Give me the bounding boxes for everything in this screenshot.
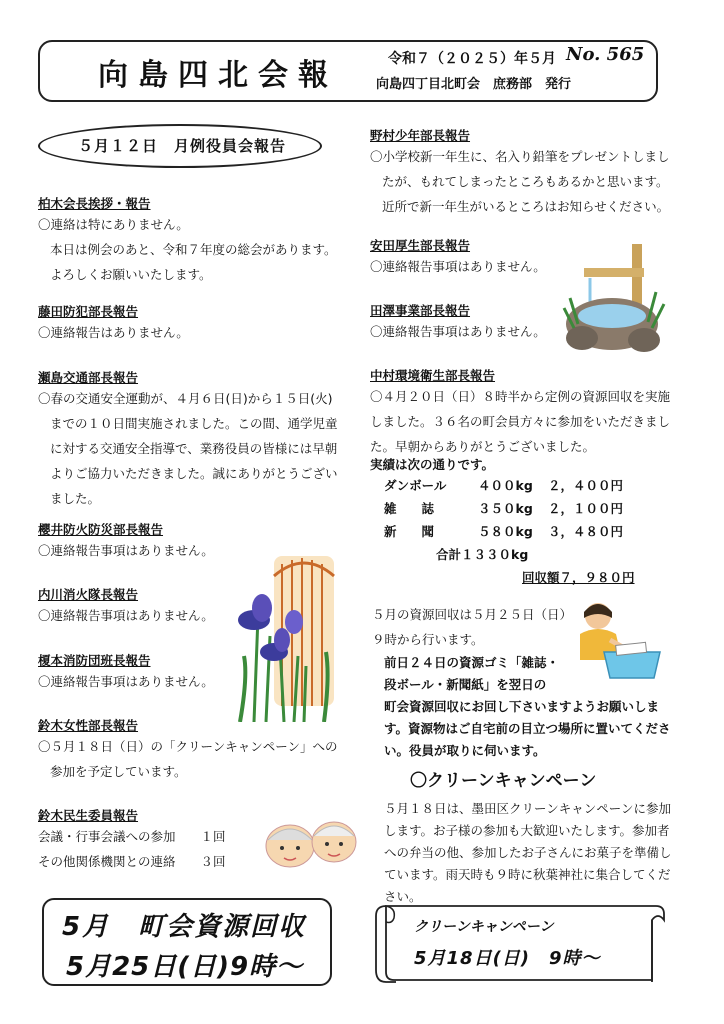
- section-heading: 榎本消防団班長報告: [38, 653, 151, 668]
- results-row-amount: ３，４８０円: [548, 524, 624, 539]
- publisher: 向島四丁目北町会 庶務部 発行: [376, 77, 572, 92]
- resource-notice: [372, 602, 572, 652]
- section-sakurai: [38, 520, 214, 563]
- masthead-title: 向島四北会報: [98, 58, 338, 93]
- cleanup-line: への弁当の他、参加したお子さんにお菓子を準備し: [384, 845, 672, 860]
- publication-date: 令和７（２０２５）年５月: [388, 51, 556, 67]
- notice-line: ９時から行います。: [372, 632, 484, 647]
- section-heading: 安田厚生部長報告: [370, 238, 471, 253]
- section-line: 会議・行事会議への参加 １回: [38, 829, 226, 844]
- section-line: 〇５月１８日（日）の「クリーンキャンペーン」への: [38, 739, 338, 754]
- section-heading: 櫻井防火防災部長報告: [38, 522, 164, 537]
- section-line: 〇４月２０日（日）８時半から定例の資源回収を実施: [370, 389, 671, 404]
- section-line: 〇小学校新一年生に、名入り鉛筆をプレゼントしまし: [370, 149, 670, 164]
- section-heading: 中村環境衛生部長報告: [370, 368, 496, 383]
- section-heading: 野村少年部長報告: [370, 128, 471, 143]
- cleanup-line: ５月１８日は、墨田区クリーンキャンペーンに参加: [384, 801, 672, 816]
- section-heading: 内川消火隊長報告: [38, 587, 139, 602]
- results-row-weight: ５８０kg: [478, 524, 533, 539]
- recovery-amount: 回収額７，９８０円: [522, 570, 635, 585]
- section-heading: 鈴木女性部長報告: [38, 718, 139, 733]
- results-label: 実績は次の通りです。: [370, 457, 495, 472]
- cleanup-text: [384, 798, 672, 908]
- scroll-title: クリーンキャンペーン: [414, 919, 554, 935]
- results-row-item: ダンボール: [384, 478, 447, 493]
- section-line: ました。: [50, 491, 101, 506]
- section-line: たが、もれてしまったところもあるかと思います。: [382, 174, 669, 189]
- section-line: 〇連絡報告事項はありません。: [38, 543, 214, 558]
- elderly-couple-illustration: [262, 818, 360, 870]
- section-line: その他関係機関との連絡 ３回: [38, 854, 226, 869]
- results-row-amount: ２，１００円: [548, 501, 624, 516]
- section-line: 〇連絡報告事項はありません。: [38, 608, 214, 623]
- cleanup-scroll-banner: [372, 900, 668, 986]
- notice-bold-line: 段ボール・新聞紙」を翌日の: [384, 677, 547, 692]
- section-line: 〇連絡報告はありません。: [38, 325, 189, 340]
- section-suzuki-welfare: [38, 806, 226, 874]
- banner-line: 5月 町会資源回収: [62, 912, 307, 942]
- section-line: しました。３６名の町会員方々に参加をいただきまし: [370, 414, 671, 429]
- section-line: 〇連絡は特にありません。: [38, 217, 189, 232]
- cleanup-line: ています。雨天時も９時に秋葉神社に集合してくだ: [384, 867, 671, 882]
- section-line: 近所で新一年生がいるところはお知らせください。: [382, 199, 670, 214]
- notice-bold-line: 町会資源回収にお回し下さいますようお願いしま: [384, 699, 660, 714]
- cleanup-line: さい。: [384, 889, 422, 904]
- section-line: までの１０日間実施されました。この間、通学児童: [50, 416, 338, 431]
- iris-illustration: [234, 556, 342, 722]
- notice-line: ５月の資源回収は５月２５日（日）: [372, 607, 573, 622]
- notice-bold-line: す。資源物はご自宅前の目立つ場所に置いてくださ: [384, 721, 671, 736]
- section-uchikawa: [38, 585, 214, 628]
- section-line: 参加を予定しています。: [50, 764, 187, 779]
- section-tazawa: [370, 301, 546, 344]
- results-total: 合計１３３０kg: [436, 547, 529, 562]
- section-sejima: [38, 368, 338, 511]
- notice-bold-line: い。役員が取りに伺います。: [384, 743, 546, 758]
- section-line: 〇連絡報告事項はありません。: [370, 259, 546, 274]
- scroll-banner: [372, 900, 668, 986]
- section-kashiwagi: [38, 194, 337, 287]
- section-heading: 鈴木民生委員報告: [38, 808, 139, 823]
- section-line: 〇連絡報告事項はありません。: [370, 324, 546, 339]
- section-heading: 田澤事業部長報告: [370, 303, 471, 318]
- banner-line: 5月25日(日)9時～: [66, 952, 304, 982]
- results-row-weight: ４００kg: [478, 478, 533, 493]
- section-enomoto: [38, 651, 214, 694]
- section-heading: 瀬島交通部長報告: [38, 370, 139, 385]
- section-line: た。早朝からありがとうございました。: [370, 439, 596, 454]
- results-row-weight: ３５０kg: [478, 501, 533, 516]
- cleanup-heading: 〇クリーンキャンペーン: [410, 771, 597, 791]
- section-nakamura: [370, 366, 670, 459]
- recycling-person-illustration: [570, 600, 664, 680]
- section-line: よりご協力いただきました。誠にありがとうござい: [50, 466, 338, 481]
- results-row-item: 新 聞: [384, 524, 435, 539]
- issue-number: No. 565: [566, 44, 645, 65]
- section-nomura: [370, 126, 670, 219]
- meeting-title: ５月１２日 月例役員会報告: [78, 137, 287, 155]
- section-line: 〇春の交通安全運動が、４月６日(日)から１５日(火): [38, 391, 333, 406]
- section-heading: 藤田防犯部長報告: [38, 304, 139, 319]
- water-basin-illustration: [560, 238, 666, 356]
- section-fujita: [38, 302, 189, 345]
- scroll-date: 5月18日(日) 9時～: [414, 948, 601, 969]
- results-row-amount: ２，４００円: [548, 478, 624, 493]
- section-suzuki-women: [38, 716, 338, 784]
- section-line: 〇連絡報告事項はありません。: [38, 674, 214, 689]
- resource-collection-banner: [42, 898, 332, 986]
- section-yasuda: [370, 236, 546, 279]
- notice-bold-line: 前日２４日の資源ゴミ「雑誌・: [384, 655, 560, 670]
- section-line: に対する交通安全指導で、業務役員の皆様には早朝: [50, 441, 338, 456]
- results-row-item: 雑 誌: [384, 501, 435, 516]
- section-heading: 柏木会長挨拶・報告: [38, 196, 151, 211]
- section-line: よろしくお願いいたします。: [50, 267, 212, 282]
- cleanup-line: します。お子様の参加も大歓迎いたします。参加者: [384, 823, 670, 838]
- section-line: 本日は例会のあと、令和７年度の総会があります。: [50, 242, 337, 257]
